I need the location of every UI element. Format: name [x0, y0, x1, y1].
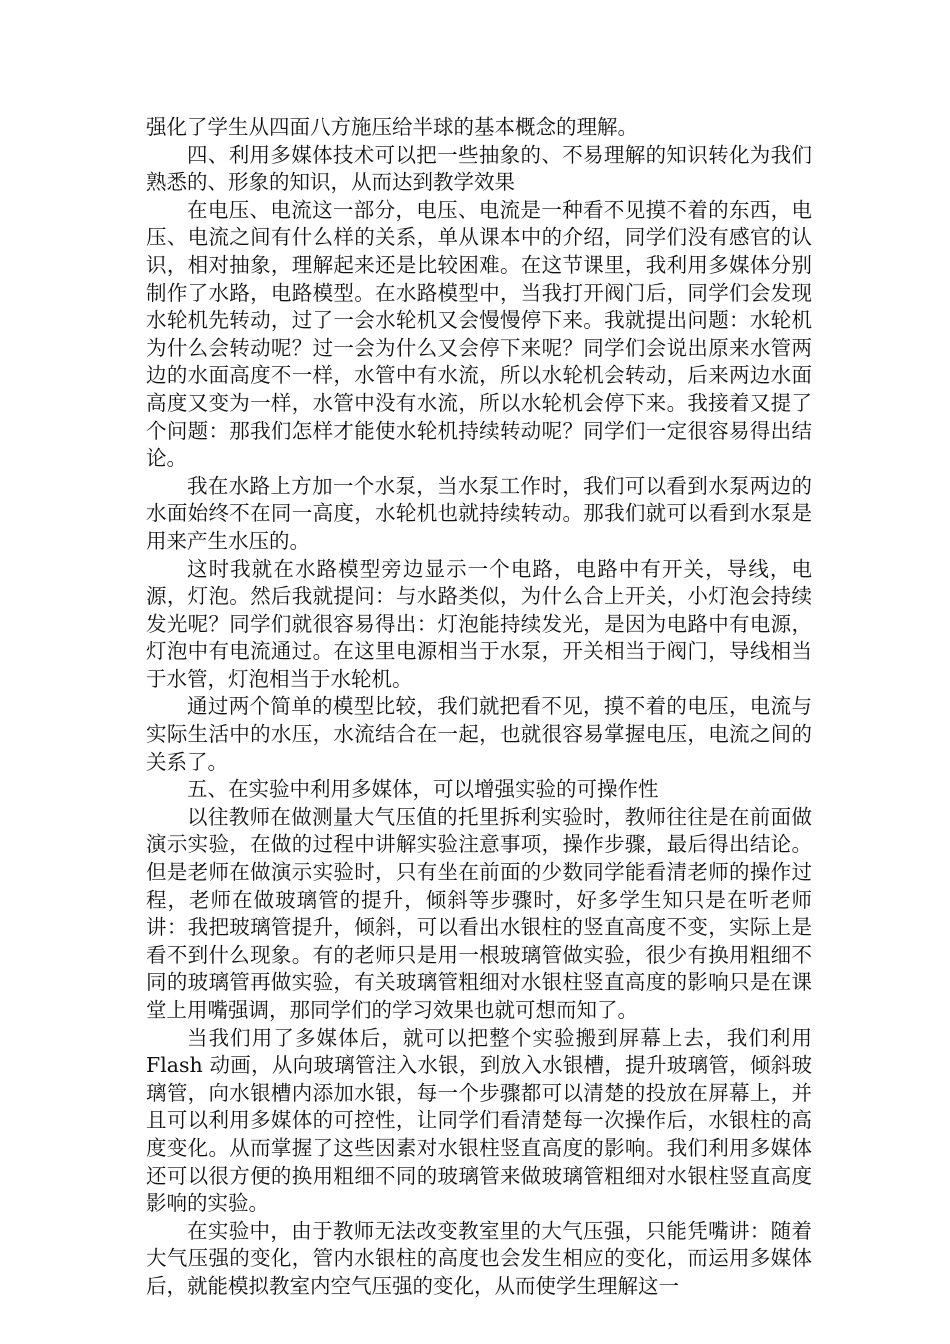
section-heading-5: 五、在实验中利用多媒体，可以增强实验的可操作性	[187, 777, 659, 802]
document-body	[146, 114, 812, 1301]
paragraph-continuation: 强化了学生从四面八方施压给半球的基本概念的理解。	[146, 115, 638, 139]
paragraph: 在电压、电流这一部分，电压、电流是一种看不见摸不着的东西，电压、电流之间有什么样的关系，单从课本中的介绍，同学们没有感官的认识，相对抽象，理解起来还是比较困难。在这节课里，我利用多媒体分别制作了水路，电路模型。在水路模型中，当我打开阀门后，同学们会发现水轮机先转动，过了一会水轮机又会慢慢停下来。我就提出问题：水轮机为什么会转动呢？过一会为什么又会停下来呢？同学们会说出原来水管两边的水面高度不一样，水管中有水流，所以水轮机会转动，后来两边水面高度又变为一样，水管中没有水流，所以水轮机会停下来。我接着又提了个问题：那我们怎样才能使水轮机持续转动呢？同学们一定很容易得出结论。	[146, 197, 812, 471]
paragraph: 这时我就在水路模型旁边显示一个电路，电路中有开关，导线，电源，灯泡。然后我就提问：与水路类似，为什么合上开关，小灯泡会持续发光呢？同学们就很容易得出：灯泡能持续发光，是因为电路中有电源，灯泡中有电流通过。在这里电源相当于水泵，开关相当于阀门，导线相当于水管，灯泡相当于水轮机。	[146, 556, 812, 691]
section-heading-4: 四、利用多媒体技术可以把一些抽象的、不易理解的知识转化为我们熟悉的、形象的知识，从而达到教学效果	[146, 142, 812, 195]
paragraph: 我在水路上方加一个水泵，当水泵工作时，我们可以看到水泵两边的水面始终不在同一高度，水轮机也就持续转动。那我们就可以看到水泵是用来产生水压的。	[146, 473, 812, 553]
paragraph: 以往教师在做测量大气压值的托里拆利实验时，教师往往是在前面做演示实验，在做的过程中讲解实验注意事项，操作步骤，最后得出结论。但是老师在做演示实验时，只有坐在前面的少数同学能看清老师的操作过程，老师在做玻璃管的提升，倾斜等步骤时，好多学生知只是在听老师讲：我把玻璃管提升，倾斜，可以看出水银柱的竖直高度不变，实际上是看不到什么现象。有的老师只是用一根玻璃管做实验，很少有换用粗细不同的玻璃管再做实验，有关玻璃管粗细对水银柱竖直高度的影响只是在课堂上用嘴强调，那同学们的学习效果也就可想而知了。	[146, 804, 812, 1022]
paragraph: 在实验中，由于教师无法改变教室里的大气压强，只能凭嘴讲：随着大气压强的变化，管内水银柱的高度也会发生相应的变化，而运用多媒体后，就能模拟教室内空气压强的变化，从而使学生理解这一	[146, 1218, 812, 1298]
paragraph: 通过两个简单的模型比较，我们就把看不见，摸不着的电压，电流与实际生活中的水压，水流结合在一起，也就很容易掌握电压，电流之间的关系了。	[146, 694, 812, 774]
paragraph: 当我们用了多媒体后，就可以把整个实验搬到屏幕上去，我们利用 Flash 动画，从向玻璃管注入水银，到放入水银槽，提升玻璃管，倾斜玻璃管，向水银槽内添加水银，每一个步骤都可以清楚的投放在屏幕上，并且可以利用多媒体的可控性，让同学们看清楚每一次操作后，水银柱的高度变化。从而掌握了这些因素对水银柱竖直高度的影响。我们利用多媒体还可以很方便的换用粗细不同的玻璃管来做玻璃管粗细对水银柱竖直高度影响的实验。	[146, 1025, 812, 1216]
